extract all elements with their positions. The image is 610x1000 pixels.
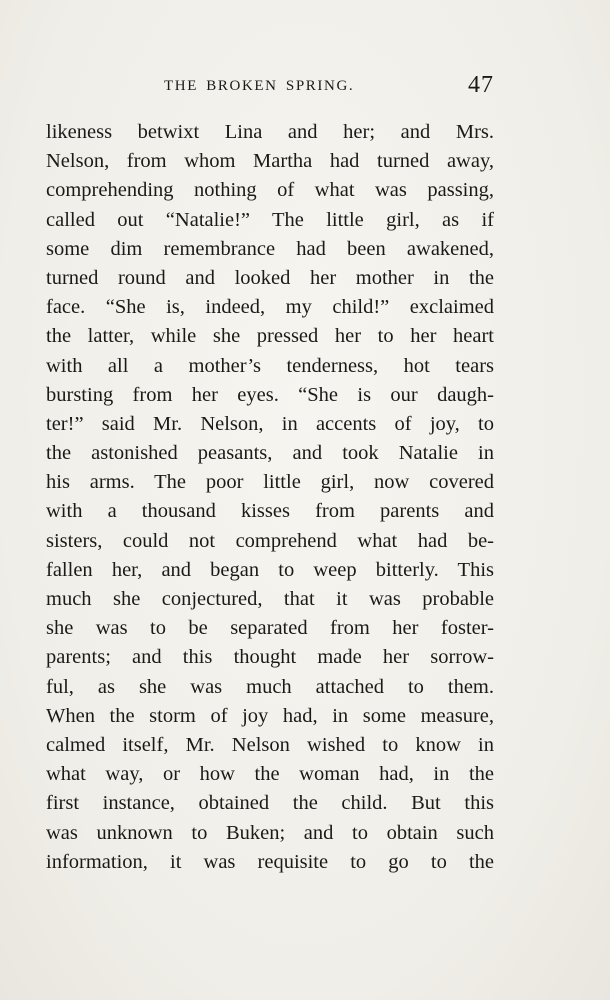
text-line: his arms. The poor little girl, now covered — [46, 471, 494, 494]
text-line: sisters, could not comprehend what had be- — [46, 529, 494, 552]
text-line: called out “Natalie!” The little girl, as if — [46, 208, 494, 231]
text-line: face. “She is, indeed, my child!” exclaimed — [46, 296, 494, 319]
text-line: the astonished peasants, and took Natalie in — [46, 442, 494, 465]
text-line: much she conjectured, that it was probable — [46, 588, 494, 610]
text-line: some dim remembrance had been awakened, — [46, 237, 494, 260]
text-line: When the storm of joy had, in some measure, — [46, 704, 494, 727]
running-title: THE BROKEN SPRING. — [164, 78, 355, 94]
body-text — [46, 118, 494, 877]
text-line: the latter, while she pressed her to her heart — [46, 325, 494, 348]
text-line: with a thousand kisses from parents and — [46, 500, 494, 523]
text-line: what way, or how the woman had, in the — [46, 763, 494, 786]
text-line: Nelson, from whom Martha had turned away, — [46, 150, 494, 173]
text-line: she was to be separated from her foster- — [46, 617, 494, 640]
text-line: parents; and this thought made her sorrow- — [46, 646, 494, 669]
running-head — [46, 74, 494, 104]
text-line: information, it was requisite to go to the — [46, 850, 494, 873]
page-number: 47 — [468, 72, 494, 98]
text-line: fallen her, and began to weep bitterly. This — [46, 558, 494, 581]
text-line: with all a mother’s tenderness, hot tears — [46, 354, 494, 377]
text-line: turned round and looked her mother in the — [46, 266, 494, 289]
text-line: likeness betwixt Lina and her; and Mrs. — [46, 121, 494, 143]
text-line: first instance, obtained the child. But this — [46, 792, 494, 815]
text-line: calmed itself, Mr. Nelson wished to know in — [46, 733, 494, 756]
text-line: was unknown to Buken; and to obtain such — [46, 821, 494, 844]
text-line: comprehending nothing of what was passing, — [46, 179, 494, 202]
text-line: ful, as she was much attached to them. — [46, 675, 494, 698]
text-line: ter!” said Mr. Nelson, in accents of joy, to — [46, 412, 494, 435]
text-line: bursting from her eyes. “She is our daugh- — [46, 383, 494, 406]
